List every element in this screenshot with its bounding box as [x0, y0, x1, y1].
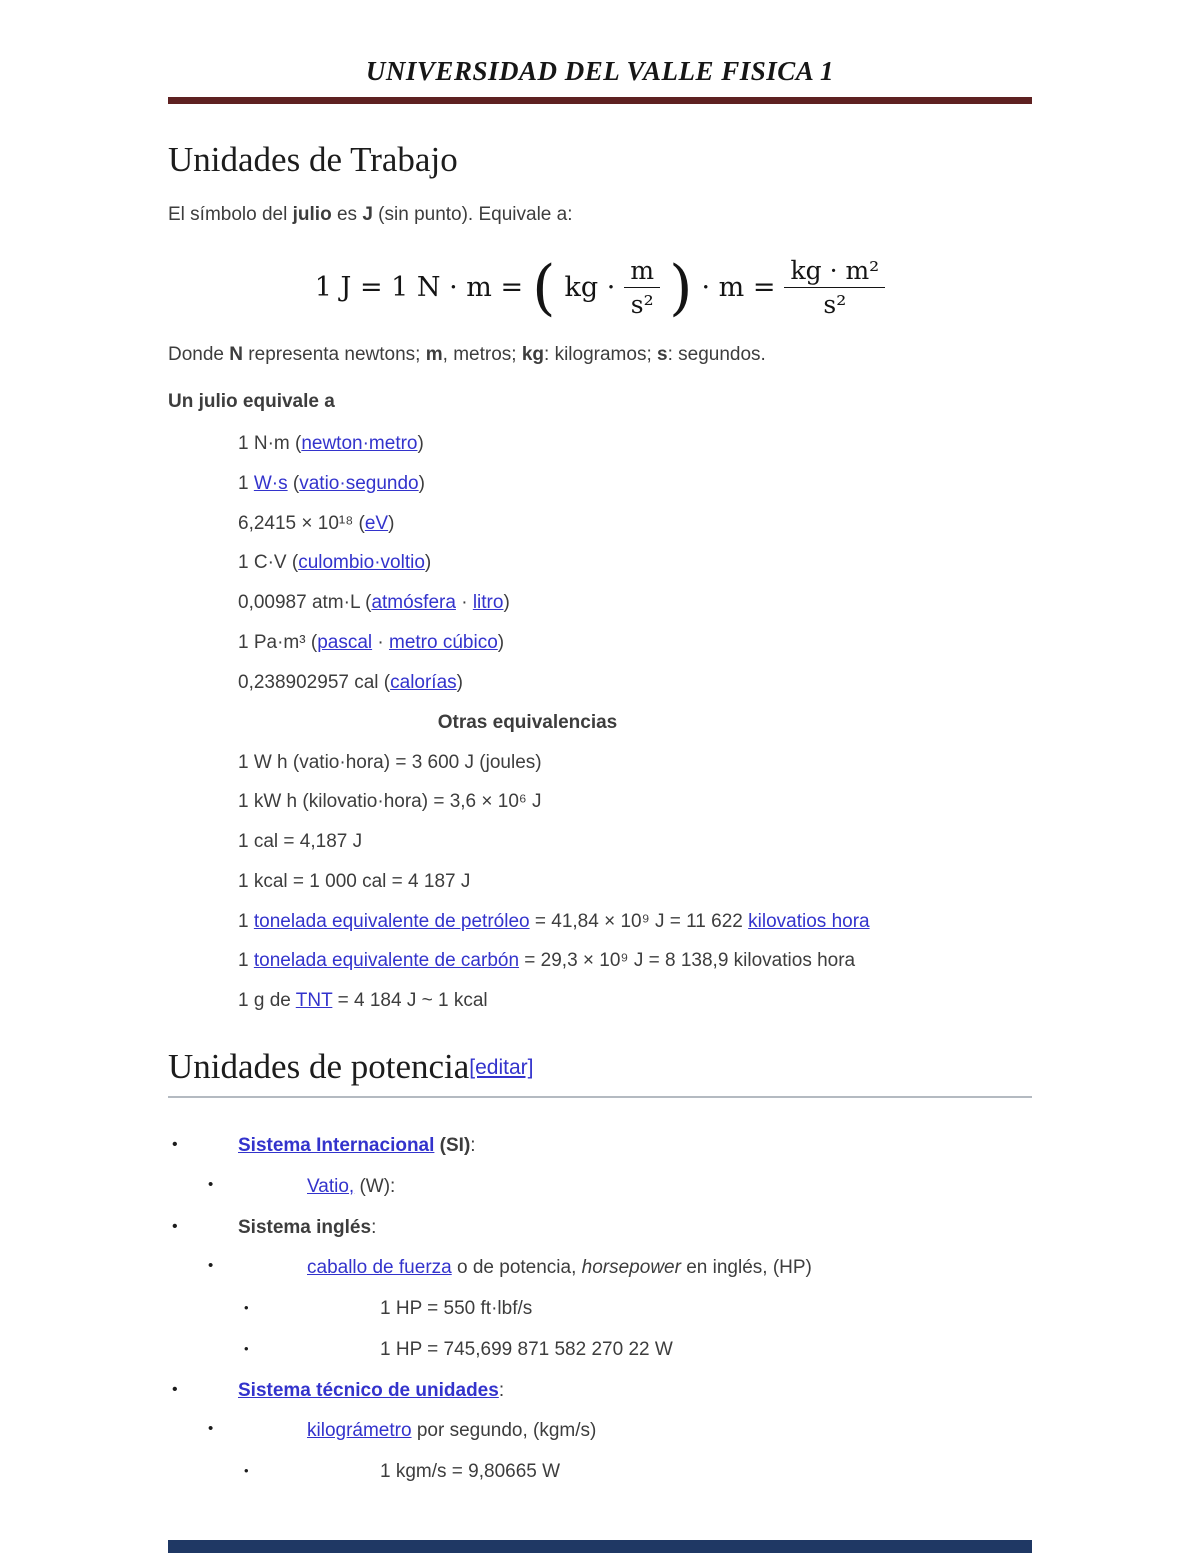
- list-item-sistema-tecnico: [168, 1379, 1032, 1403]
- text-run: ): [417, 432, 424, 454]
- list-item-caballo-de-fuerza: [168, 1256, 1032, 1280]
- document-header-title: UNIVERSIDAD DEL VALLE FISICA 1: [365, 56, 835, 86]
- list-item-sistema-ingles: [168, 1216, 1032, 1240]
- bullet-icon: •: [208, 1175, 214, 1193]
- equivalence-item: [238, 950, 1032, 973]
- bullet-icon: •: [244, 1463, 249, 1479]
- text-run: :: [498, 1379, 505, 1401]
- text-run: 1 W h (vatio·hora) = 3 600 J (joules): [238, 751, 542, 773]
- text-run-bold: (SI): [434, 1135, 471, 1157]
- formula-kg: kg ·: [564, 272, 616, 304]
- link-pascal[interactable]: pascal: [317, 631, 373, 653]
- text-run: = 41,84 × 10⁹ J = 11 622: [529, 910, 749, 932]
- bullet-icon: •: [208, 1257, 214, 1275]
- text-run: ): [388, 512, 395, 534]
- text-run: :: [371, 1216, 377, 1238]
- text-run: , metros;: [442, 343, 522, 365]
- list-item-hp-watts: [168, 1338, 1032, 1362]
- joule-equivalence-list: [168, 433, 1032, 1013]
- text-run: ): [497, 631, 505, 653]
- text-run: 1 C·V (: [238, 552, 299, 574]
- intro-paragraph: [168, 202, 1032, 228]
- text-run: representa newtons;: [243, 343, 426, 365]
- text-run-bold: Sistema inglés: [238, 1216, 372, 1238]
- equivalence-item: [238, 871, 1032, 894]
- link-kilovatios-hora[interactable]: kilovatios hora: [748, 910, 870, 932]
- link-newton-metro[interactable]: newton·metro: [301, 432, 418, 454]
- link-sistema-tecnico[interactable]: Sistema técnico de unidades: [238, 1379, 499, 1401]
- link-vatio[interactable]: Vatio,: [307, 1175, 355, 1197]
- text-run: 1 kgm/s = 9,80665 W: [380, 1461, 561, 1483]
- link-watt-segundo[interactable]: W·s: [253, 472, 288, 494]
- link-culombio-voltio[interactable]: culombio·voltio: [298, 552, 425, 574]
- text-run: 1 HP = 550 ft·lbf/s: [380, 1298, 533, 1320]
- text-run: :: [470, 1135, 476, 1157]
- equivalence-item: [238, 791, 1032, 814]
- text-run: (sin punto). Equivale a:: [372, 204, 573, 225]
- link-tonelada-carbon[interactable]: tonelada equivalente de carbón: [253, 950, 520, 972]
- link-litro[interactable]: litro: [472, 592, 504, 614]
- text-run: : segundos.: [667, 343, 766, 365]
- bullet-icon: •: [172, 1217, 178, 1235]
- text-run-bold: kg: [521, 343, 545, 365]
- text-run: en inglés, (HP): [680, 1257, 812, 1279]
- list-item-hp-ftlbf: [168, 1297, 1032, 1321]
- equivalence-item: [238, 831, 1032, 854]
- bullet-icon: •: [244, 1300, 249, 1316]
- link-tnt[interactable]: TNT: [295, 990, 333, 1012]
- equivalence-item: [238, 632, 1032, 655]
- footer-bar: [168, 1540, 1032, 1553]
- formula-mid: · m =: [701, 272, 776, 304]
- link-ev[interactable]: eV: [364, 512, 389, 534]
- section-title: Unidades de potencia: [168, 1047, 470, 1087]
- equivalence-item: [238, 552, 1032, 575]
- link-tonelada-petroleo[interactable]: tonelada equivalente de petróleo: [253, 910, 530, 932]
- link-atmosfera[interactable]: atmósfera: [371, 592, 456, 614]
- text-run: 1: [238, 950, 254, 972]
- fraction-numerator: kg · m²: [784, 256, 885, 288]
- text-run: El símbolo del: [168, 204, 293, 225]
- otras-equivalencias-heading: Otras equivalencias: [437, 711, 618, 733]
- text-run: 1 g de: [238, 990, 296, 1012]
- equivalence-item: [238, 752, 1032, 775]
- text-run: 1: [238, 910, 254, 932]
- equivalence-item: [238, 433, 1032, 456]
- text-run: ): [418, 472, 425, 494]
- equivalence-item: [238, 672, 1032, 695]
- link-caballo-de-fuerza[interactable]: caballo de fuerza: [307, 1257, 452, 1279]
- text-run: 1 kW h (kilovatio·hora) = 3,6 × 10⁶ J: [238, 791, 542, 813]
- bullet-icon: •: [208, 1420, 214, 1438]
- text-run: ·: [372, 631, 389, 653]
- text-run: 1 N·m (: [238, 432, 302, 454]
- equivalence-item: [238, 513, 1032, 536]
- text-run: ): [424, 552, 432, 574]
- un-julio-heading: Un julio equivale a: [168, 391, 335, 413]
- text-run-italic: horsepower: [581, 1257, 681, 1279]
- link-vatio-segundo[interactable]: vatio·segundo: [299, 472, 419, 494]
- text-run: ·: [455, 592, 473, 614]
- link-sistema-internacional[interactable]: Sistema Internacional: [238, 1135, 435, 1157]
- link-editar[interactable]: [editar]: [469, 1056, 534, 1080]
- text-run: (: [287, 472, 300, 494]
- text-run: 1 cal = 4,187 J: [238, 831, 363, 853]
- power-units-list: [168, 1134, 1032, 1484]
- text-run: = 29,3 × 10⁹ J = 8 138,9 kilovatios hora: [519, 950, 856, 972]
- donde-paragraph: [168, 342, 1032, 368]
- text-run: ): [503, 592, 510, 614]
- bullet-icon: •: [244, 1340, 249, 1356]
- text-run: 0,238902957 cal (: [238, 671, 391, 693]
- fraction-denominator: s²: [823, 290, 847, 320]
- text-run: ): [456, 671, 463, 693]
- list-item-kgms-watts: [168, 1460, 1032, 1484]
- equivalence-item: [238, 592, 1032, 615]
- list-item-kilogrametro: [168, 1419, 1032, 1443]
- text-run: 1 kcal = 1 000 cal = 4 187 J: [238, 870, 471, 892]
- text-run: : kilogramos;: [544, 343, 657, 365]
- link-kilogrametro[interactable]: kilográmetro: [307, 1420, 412, 1442]
- text-run: es: [331, 204, 363, 225]
- section-heading-potencia: [168, 1047, 1032, 1098]
- text-run: 1 Pa·m³ (: [238, 631, 318, 653]
- fraction-kgm2-s2: [784, 256, 885, 319]
- page-title: Unidades de Trabajo: [168, 140, 458, 179]
- text-run-bold: m: [425, 343, 443, 365]
- text-run: 6,2415 × 10¹⁸ (: [238, 512, 365, 534]
- header-rule: [168, 97, 1032, 104]
- text-run: Donde: [168, 343, 230, 365]
- text-run: o de potencia,: [451, 1257, 582, 1279]
- bullet-icon: •: [172, 1136, 178, 1154]
- joule-formula: 1 J = 1 N · m = ( kg · $\frac{m}{\text{s²}}$ ) · m = $\frac{\text{kg · m²}}{\text{s²}}$: [168, 244, 1032, 332]
- text-run: 0,00987 atm·L (: [238, 592, 372, 614]
- formula-lhs: 1 J = 1 N · m =: [314, 272, 524, 304]
- link-metro-cubico[interactable]: metro cúbico: [389, 631, 498, 653]
- text-run-bold: julio: [292, 204, 332, 225]
- text-run: por segundo, (kgm/s): [411, 1420, 597, 1442]
- text-run: (W):: [354, 1175, 396, 1197]
- equivalence-item: [238, 990, 1032, 1013]
- text-run: = 4 184 J ~ 1 kcal: [332, 990, 488, 1012]
- text-run-bold: J: [362, 204, 373, 225]
- fraction-m-s2: [624, 256, 660, 319]
- list-item-sistema-internacional: [168, 1134, 1032, 1158]
- link-calorias[interactable]: calorías: [390, 671, 457, 693]
- equivalence-item: [238, 473, 1032, 496]
- text-run-bold: N: [229, 343, 244, 365]
- text-run: 1: [238, 472, 254, 494]
- fraction-denominator: s²: [630, 290, 654, 320]
- equivalence-item: [238, 911, 1032, 934]
- text-run-bold: s: [657, 343, 668, 365]
- text-run: 1 HP = 745,699 871 582 270 22 W: [380, 1338, 673, 1360]
- list-item-vatio: [168, 1175, 1032, 1199]
- document-header: [168, 56, 1032, 104]
- fraction-numerator: m: [624, 256, 660, 288]
- bullet-icon: •: [172, 1380, 178, 1398]
